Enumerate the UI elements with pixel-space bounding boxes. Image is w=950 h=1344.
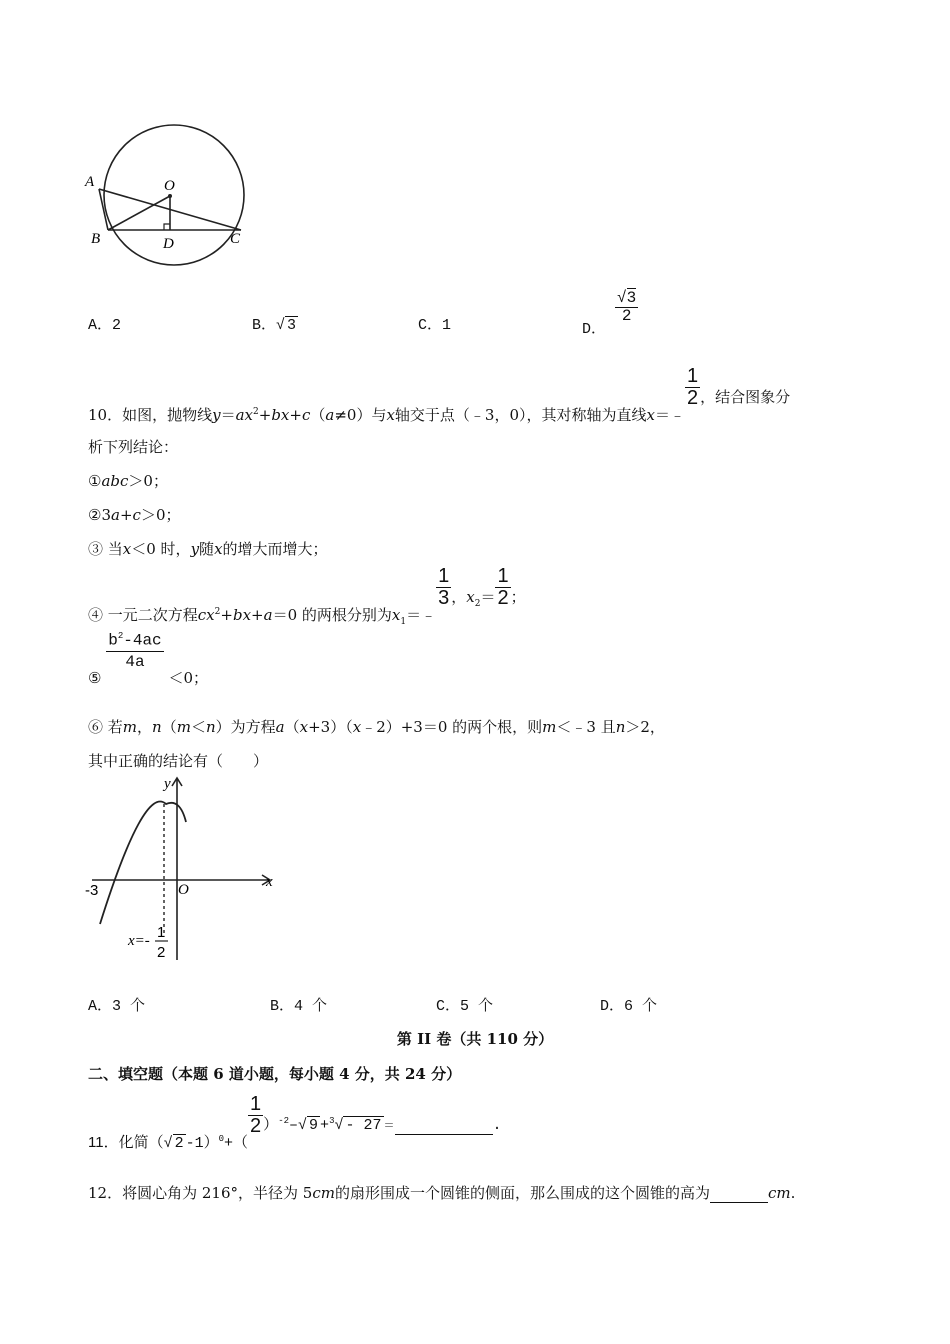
part2-title: 第 II 卷（共 110 分） [396, 1030, 554, 1048]
q10-option-a: A．3 个 [88, 998, 146, 1015]
frac-num: 3 [626, 289, 637, 307]
sqrt-2: √ 2 [163, 1135, 184, 1153]
frac-den: 3 [438, 587, 450, 609]
q10-option-d: D．6 个 [600, 998, 658, 1015]
q9-option-b-radicand: 3 [287, 317, 297, 334]
var-a: a [263, 605, 273, 624]
plus: + [220, 605, 233, 624]
plus: + [258, 405, 272, 424]
rest: ＞0； [140, 506, 181, 524]
text: +（ [224, 1135, 249, 1153]
text: ⑥ 若 [88, 718, 123, 736]
part2-section-heading: 二、填空题（本题 6 道小题，每小题 4 分，共 24 分） [88, 1065, 462, 1083]
var-abc: abc [101, 472, 129, 490]
text: ＜﹣3 且 [556, 718, 616, 736]
frac-den: 2 [250, 1115, 262, 1137]
q10-tail: ，结合图象分 [700, 387, 791, 406]
comma: ， [137, 718, 153, 736]
q11-prefix: 11．化简（ [88, 1134, 164, 1152]
frac-den: 4a [125, 653, 145, 672]
var-y: y [212, 405, 221, 424]
var-x: x [386, 405, 395, 424]
q9-option-d [582, 289, 638, 339]
plus: + [289, 405, 302, 424]
q12-answer-blank[interactable] [710, 1184, 768, 1203]
frac-num-b: b [108, 631, 118, 650]
label-o: O [164, 178, 175, 194]
var-n: n [615, 718, 626, 736]
symmetry-den: 2 [157, 944, 166, 961]
x-axis-label: x [266, 874, 273, 890]
q11-answer-blank[interactable] [395, 1117, 493, 1135]
exponent: 0 [218, 1134, 225, 1145]
root-index: 3 [329, 1116, 335, 1127]
cond-rest: ≠0）与 [334, 405, 387, 424]
discriminant-fraction: $\frac{b^2-4ac}{4a}$ [108, 631, 162, 672]
paren: （ [161, 718, 177, 736]
q10-conclusion-6 [88, 716, 665, 737]
text: 随 [199, 540, 215, 558]
paren: （ [284, 718, 300, 736]
var-bx: bx [232, 605, 252, 624]
var-x: x [466, 587, 475, 606]
var-x: x [646, 405, 655, 424]
text: ﹣2）+3＝0 的两个根，则 [361, 718, 543, 736]
rest: ＞0； [128, 472, 168, 490]
unit: cm [767, 1184, 791, 1202]
sqrt-9: √ 9 [298, 1117, 319, 1135]
origin-label: O [178, 882, 189, 898]
root-label: -3 [85, 882, 99, 899]
q10-question: 其中正确的结论有（ ） [88, 752, 269, 770]
text: ＞2， [625, 718, 665, 736]
q9-option-a: A．2 [88, 317, 122, 334]
text: 的扇形围成一个圆锥的侧面，那么围成的这个圆锥的高为 [334, 1184, 710, 1202]
q9-option-c: C．1 [418, 317, 452, 334]
var-x: x [299, 718, 309, 736]
parabola-curve [100, 802, 186, 925]
frac-num: 1 [497, 565, 509, 587]
var-m: m [122, 718, 138, 736]
end: ； [510, 587, 526, 606]
eq-sign: ＝ [220, 405, 236, 424]
var-n: n [205, 718, 216, 736]
var-c: c [301, 405, 311, 424]
root2-fraction [495, 566, 510, 609]
eq-sign: ＝ [383, 1121, 395, 1134]
label-d: D [163, 236, 174, 252]
sqrt-symbol: √ 3 [276, 317, 297, 334]
eq-sign: ＝﹣ [406, 605, 437, 624]
point-o [168, 194, 172, 198]
y-axis-label: y [164, 776, 171, 792]
q10-conclusion-5 [88, 631, 208, 688]
var-m: m [176, 718, 191, 736]
eq-sign: ＝ [480, 587, 496, 606]
q11-line [88, 1093, 502, 1153]
q10-sym-fraction [685, 366, 700, 409]
right-angle-mark [164, 224, 170, 230]
label-c: C [230, 231, 241, 247]
minus: – [289, 1117, 299, 1135]
eq-sign: ＝﹣ [654, 405, 685, 424]
q10-intro: 10．如图，抛物线 [88, 405, 213, 424]
radicand: - 27 [345, 1117, 382, 1135]
text: ） [263, 1117, 279, 1135]
text: -1） [185, 1135, 219, 1153]
q9-option-d-label: D． [582, 321, 607, 339]
var-cx: cx [197, 605, 215, 624]
frac-den: 2 [497, 587, 509, 609]
q10-line2: 析下列结论： [88, 438, 179, 456]
var-n: n [152, 718, 162, 736]
symmetry-num: 1 [157, 924, 166, 941]
var-x: x [122, 540, 132, 558]
q10-conclusion-3 [88, 538, 328, 559]
exponent: -2 [278, 1116, 289, 1127]
q10-parabola-figure [84, 774, 284, 970]
plus: + [251, 605, 264, 624]
frac-num-rest: -4ac [123, 631, 162, 650]
var-x: x [214, 540, 223, 558]
q10-line1: 10．如图，抛物线$y=ax^2+bx+c(a\ne 0)$与x轴交于点（﹣3，0），其对称轴为直线x＝﹣ $\frac{1}{2}$ ，结合图象分 [88, 365, 791, 424]
unit: cm [312, 1184, 335, 1202]
mark: ① [88, 472, 102, 490]
frac-num: 1 [438, 565, 450, 587]
cbrt: √ - 27 [334, 1117, 382, 1135]
text: ）为方程 [215, 718, 276, 736]
end: . [790, 1184, 796, 1202]
rest: ＜0； [168, 669, 208, 688]
mark: ②3 [88, 506, 111, 524]
radicand: 2 [174, 1135, 184, 1153]
plus: + [119, 506, 133, 524]
var-bx: bx [271, 405, 290, 424]
var-m: m [542, 718, 557, 736]
var-c: c [132, 506, 141, 524]
q10-conclusion-1 [88, 470, 168, 491]
var-x: x [391, 605, 401, 624]
root1-fraction [436, 566, 451, 609]
q10-option-b: B．4 个 [270, 998, 328, 1015]
frac-den: 2 [687, 387, 699, 409]
label-b: B [91, 231, 101, 247]
text: 12．将圆心角为 216°，半径为 5 [88, 1184, 313, 1202]
text: 的增大而增大； [222, 540, 328, 558]
text: ＝0 的两根分别为 [272, 605, 392, 624]
var-a: a [275, 718, 285, 736]
text: +3）（ [308, 718, 353, 736]
plus: + [320, 1117, 330, 1135]
comma: ， [451, 587, 467, 606]
lt: ＜ [190, 718, 206, 736]
q9-option-b-label: B． [252, 317, 277, 334]
end: . [492, 1117, 502, 1135]
q12-line [88, 1182, 795, 1203]
frac-den: 2 [615, 307, 638, 325]
paren: （ [310, 405, 326, 424]
var-a: a [111, 506, 120, 524]
radicand: 9 [309, 1117, 319, 1135]
q9-circle-figure [84, 120, 250, 270]
axis-text: 轴交于点（﹣3，0），其对称轴为直线 [394, 405, 647, 424]
q9-option-b [252, 313, 298, 334]
var-y: y [190, 540, 200, 558]
text: ③ 当 [88, 540, 123, 558]
q10-conclusion-4: ④ 一元二次方程$cx^2+bx+a=0$ 的两根分别为$x_1=﹣$ $\frac{1}{3}$ ，$x_2=$ $\frac{1}{2}$ ； [88, 565, 526, 627]
text: ④ 一元二次方程 [88, 605, 198, 624]
text: ＜0 时， [131, 540, 191, 558]
mark: ⑤ [88, 669, 102, 688]
q10-conclusion-2 [88, 504, 180, 525]
label-a: A [85, 174, 95, 190]
circle-o [104, 125, 244, 265]
var-x: x [352, 718, 362, 736]
frac-num: 1 [687, 365, 699, 387]
frac-num: 1 [250, 1093, 262, 1115]
q9-option-d-fraction: $\frac{√3}{2}$ [617, 289, 637, 325]
var-ax: ax [235, 405, 253, 424]
q10-option-c: C．5 个 [436, 998, 494, 1015]
var-a: a [325, 405, 335, 424]
symmetry-eq-label: x=- [128, 933, 150, 949]
q11-fraction [248, 1094, 263, 1137]
